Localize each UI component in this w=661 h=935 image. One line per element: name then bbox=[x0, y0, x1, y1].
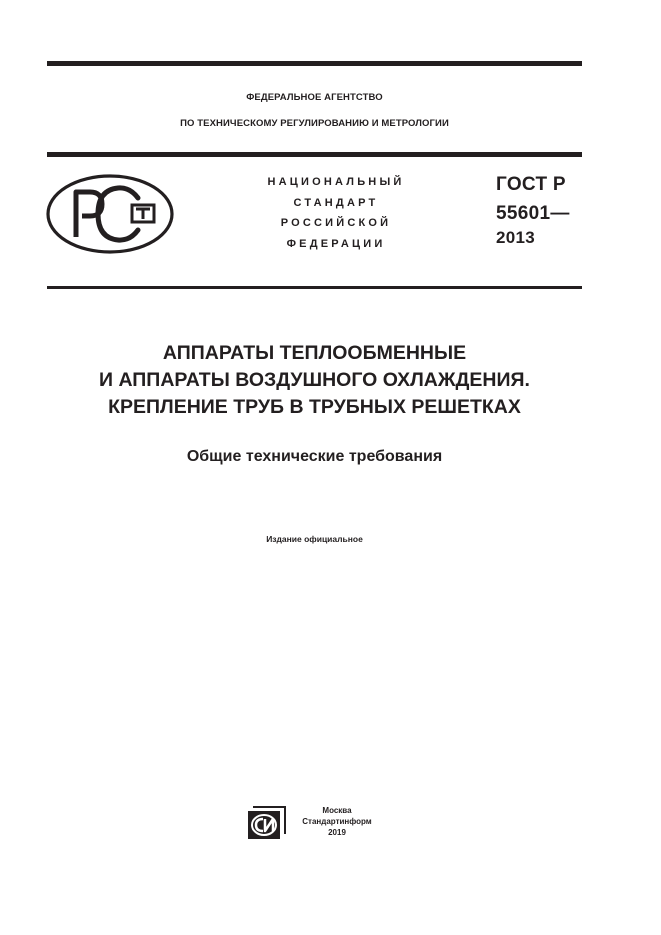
publisher-city: Москва bbox=[322, 806, 352, 815]
publisher-name: Стандартинформ bbox=[302, 817, 372, 826]
agency-name-line2: ПО ТЕХНИЧЕСКОМУ РЕГУЛИРОВАНИЮ И МЕТРОЛОГИИ bbox=[180, 118, 449, 129]
national-line: НАЦИОНАЛЬНЫЙ bbox=[267, 176, 405, 188]
national-line: ФЕДЕРАЦИИ bbox=[286, 237, 386, 250]
middle-rule bbox=[47, 152, 582, 157]
publisher-info bbox=[297, 805, 377, 838]
rst-certification-mark-icon bbox=[46, 174, 174, 254]
national-standard-label bbox=[236, 172, 436, 254]
agency-name-line1: ФЕДЕРАЛЬНОЕ АГЕНТСТВО bbox=[246, 92, 383, 103]
title-line: И АППАРАТЫ ВОЗДУШНОГО ОХЛАЖДЕНИЯ. bbox=[99, 369, 530, 391]
title-line: АППАРАТЫ ТЕПЛООБМЕННЫЕ bbox=[162, 342, 467, 364]
national-line: РОССИЙСКОЙ bbox=[280, 217, 392, 229]
national-line: СТАНДАРТ bbox=[293, 196, 379, 209]
edition-label: Издание официальное bbox=[266, 534, 363, 544]
top-rule bbox=[47, 61, 582, 66]
document-subtitle: Общие технические требования bbox=[186, 448, 443, 465]
gost-designation bbox=[496, 170, 570, 247]
publication-year: 2019 bbox=[328, 828, 346, 837]
standartinform-logo-icon bbox=[247, 806, 287, 840]
gost-number: 55601— bbox=[496, 203, 570, 224]
bottom-rule bbox=[47, 286, 582, 289]
gost-prefix: ГОСТ Р bbox=[496, 174, 566, 195]
document-title bbox=[47, 340, 582, 421]
gost-year: 2013 bbox=[496, 228, 536, 247]
title-line: КРЕПЛЕНИЕ ТРУБ В ТРУБНЫХ РЕШЕТКАХ bbox=[108, 396, 521, 418]
